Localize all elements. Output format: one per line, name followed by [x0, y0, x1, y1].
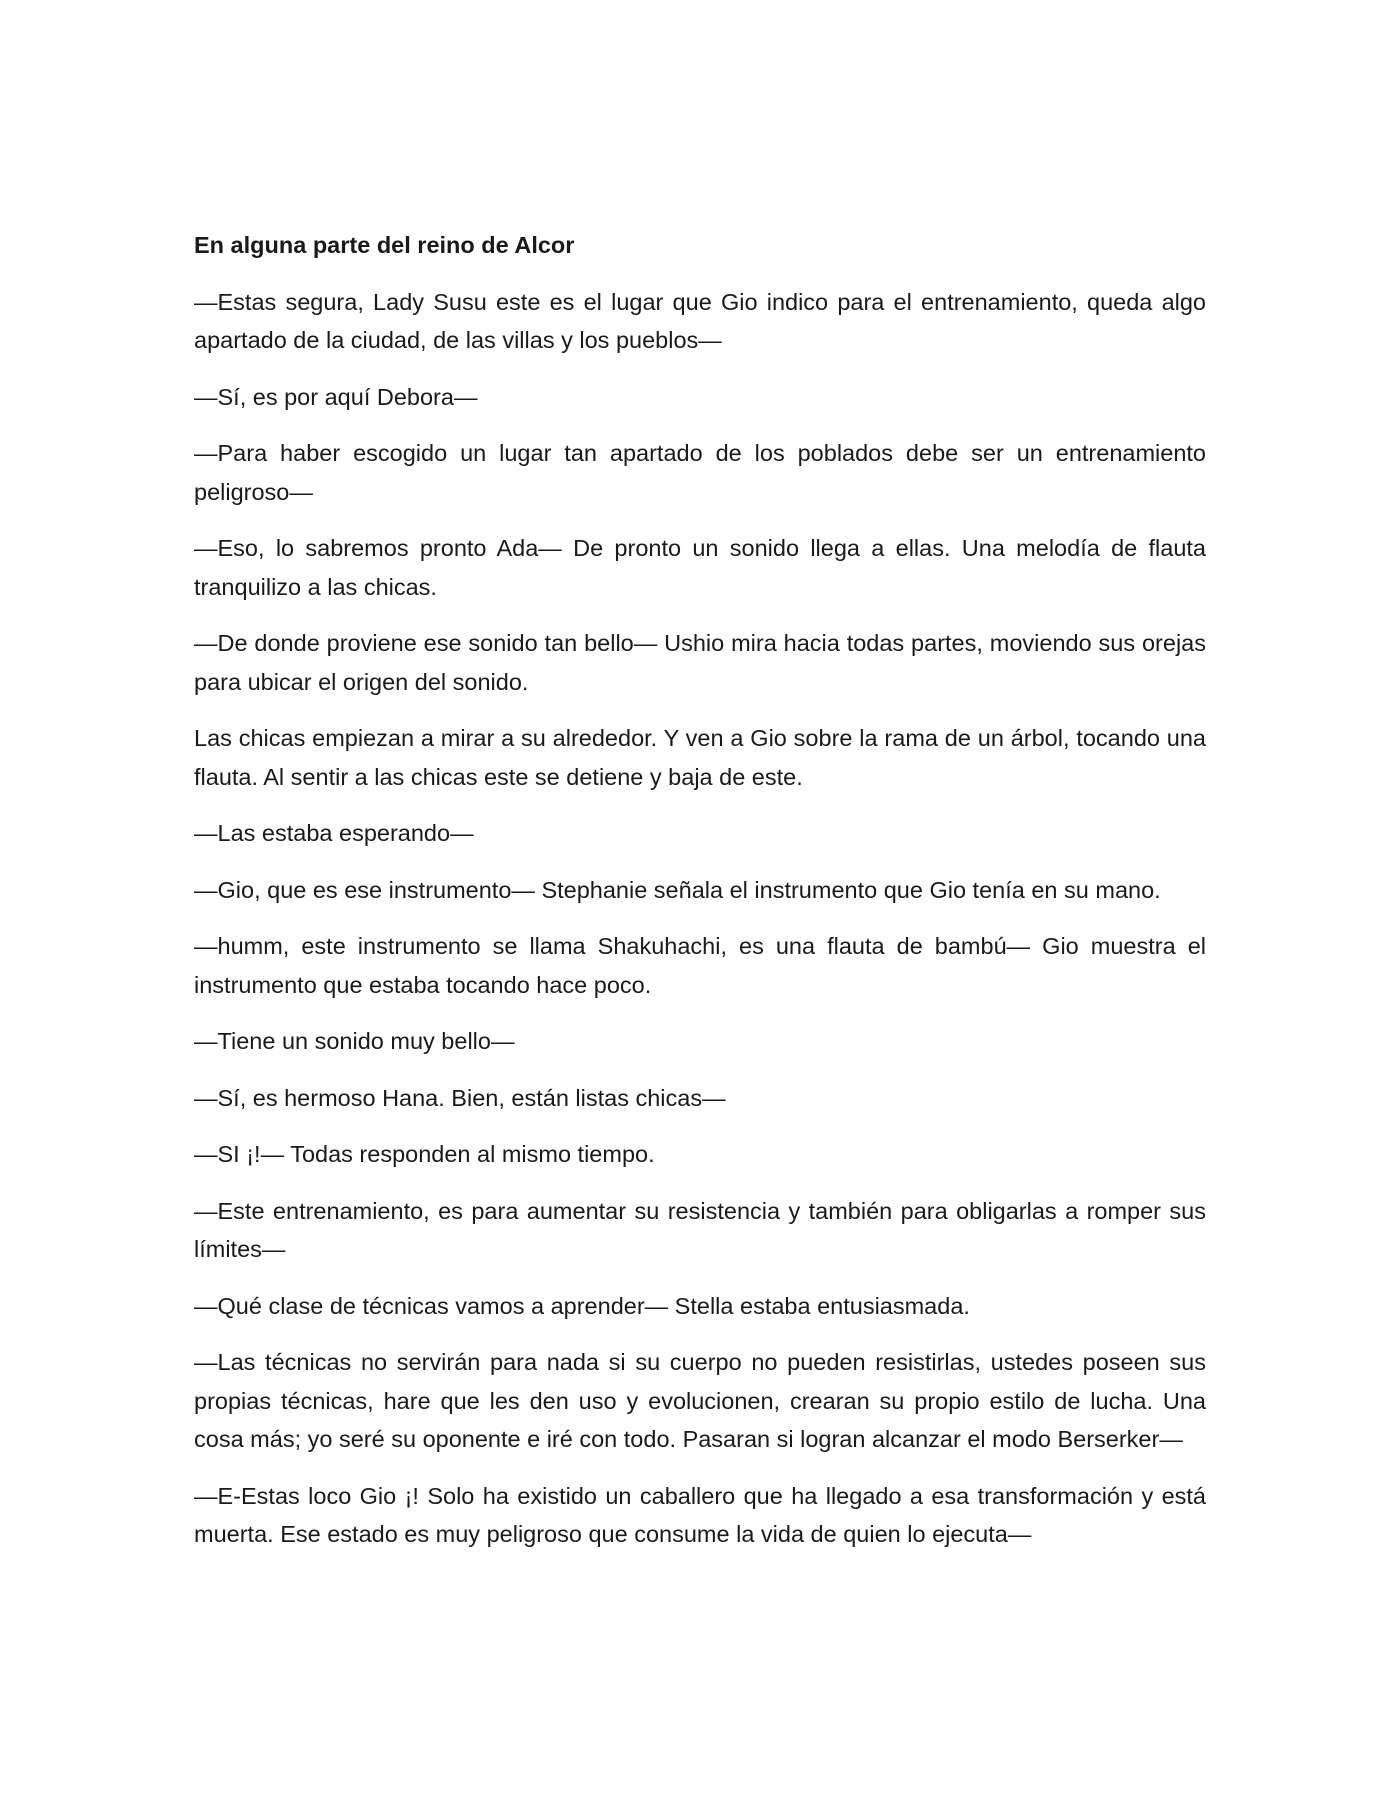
paragraph: —Gio, que es ese instrumento— Stephanie señala el instrumento que Gio tenía en su mano. [194, 876, 1161, 903]
paragraph: —De donde proviene ese sonido tan bello— Ushio mira hacia todas partes, moviendo sus orejas para ubicar el origen del sonido. [194, 630, 1206, 695]
paragraph: —Las técnicas no servirán para nada si su cuerpo no pueden resistirlas, ustedes poseen sus propias técnicas, hare que les den uso y evolucionen, crearan su propio estilo de lucha. Una cosa más; yo seré su oponente e iré con todo. Pasaran si logran alcanzar el modo Berserker— [194, 1349, 1206, 1452]
paragraph: Las chicas empiezan a mirar a su alrededor. Y ven a Gio sobre la rama de un árbol, tocando una flauta. Al sentir a las chicas este se detiene y baja de este. [194, 725, 1206, 790]
paragraph: —Sí, es por aquí Debora— [194, 383, 478, 410]
paragraph: —Las estaba esperando— [194, 820, 474, 846]
paragraph: —Estas segura, Lady Susu este es el lugar que Gio indico para el entrenamiento, queda algo apartado de la ciudad, de las villas y los pueblos— [194, 288, 1206, 353]
paragraph: —Eso, lo sabremos pronto Ada— De pronto un sonido llega a ellas. Una melodía de flauta tranquilizo a las chicas. [194, 535, 1206, 600]
section-heading: En alguna parte del reino de Alcor [194, 232, 575, 258]
paragraph: —Qué clase de técnicas vamos a aprender— Stella estaba entusiasmada. [194, 1292, 970, 1319]
paragraph: —Sí, es hermoso Hana. Bien, están listas chicas— [194, 1084, 726, 1111]
paragraph: —E-Estas loco Gio ¡! Solo ha existido un caballero que ha llegado a esa transformación y está muerta. Ese estado es muy peligroso que consume la vida de quien lo ejecuta— [194, 1482, 1206, 1547]
paragraph: —SI ¡!— Todas responden al mismo tiempo. [194, 1141, 655, 1167]
paragraph: —Para haber escogido un lugar tan apartado de los poblados debe ser un entrenamiento peligroso— [194, 440, 1206, 505]
paragraph: —Tiene un sonido muy bello— [194, 1028, 515, 1054]
paragraph: —Este entrenamiento, es para aumentar su resistencia y también para obligarlas a romper sus límites— [194, 1197, 1206, 1262]
paragraph: —humm, este instrumento se llama Shakuhachi, es una flauta de bambú— Gio muestra el instrumento que estaba tocando hace poco. [194, 933, 1206, 998]
document-body [194, 226, 1206, 1572]
